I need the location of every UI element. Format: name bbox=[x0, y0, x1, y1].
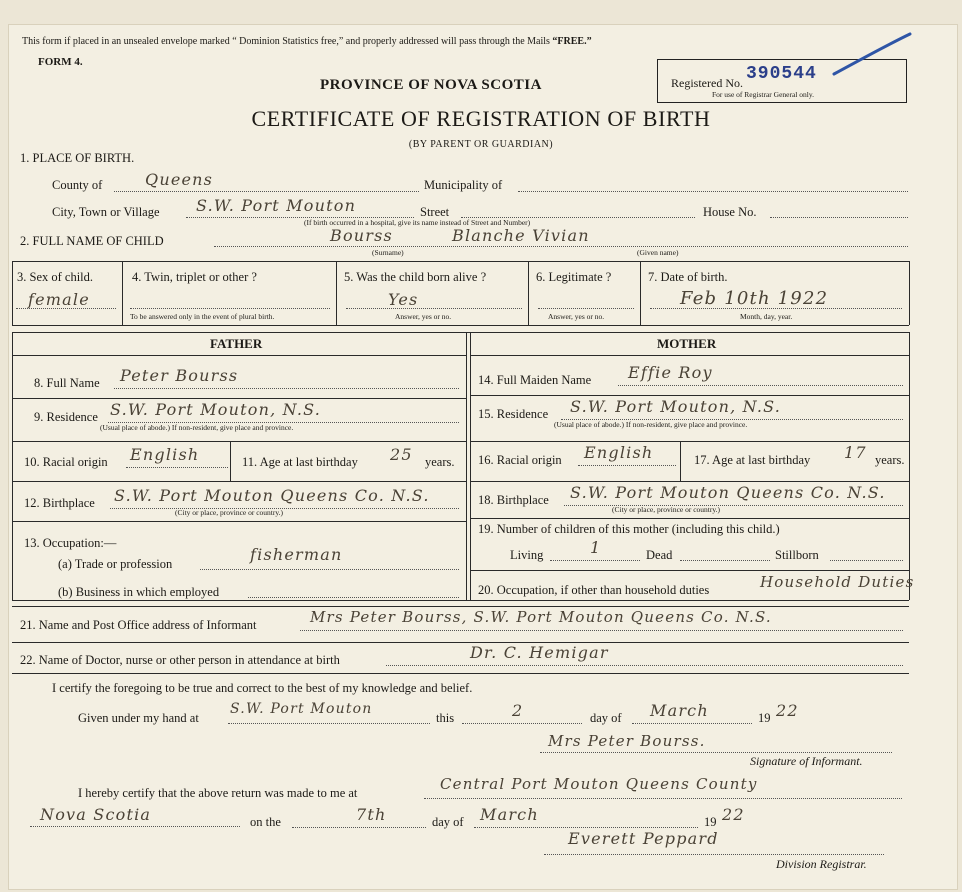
column-divider bbox=[12, 332, 13, 600]
mother-heading: MOTHER bbox=[657, 336, 717, 351]
county-line bbox=[114, 191, 419, 192]
row-divider bbox=[470, 570, 909, 571]
mother-residence-note: (Usual place of abode.) If non-resident, give place and province. bbox=[554, 420, 748, 429]
row-divider bbox=[12, 261, 909, 262]
father-residence-note: (Usual place of abode.) If non-resident, give place and province. bbox=[100, 423, 294, 432]
dead-label: Dead bbox=[646, 548, 673, 562]
father-birthplace-label: 12. Birthplace bbox=[24, 496, 95, 510]
blue-check-mark bbox=[830, 30, 914, 80]
mother-birthplace-value: S.W. Port Mouton Queens Co. N.S. bbox=[570, 483, 886, 502]
stillborn-label: Stillborn bbox=[775, 548, 819, 562]
mother-residence-value: S.W. Port Mouton, N.S. bbox=[570, 397, 782, 416]
twin-line bbox=[130, 308, 330, 309]
column-divider bbox=[909, 261, 910, 325]
father-name-line bbox=[114, 388, 459, 389]
column-divider bbox=[230, 441, 231, 481]
father-residence-value: S.W. Port Mouton, N.S. bbox=[110, 400, 322, 419]
row-divider bbox=[12, 642, 909, 643]
column-divider bbox=[470, 332, 471, 600]
mail-notice-text: This form if placed in an unsealed envelope marked “ Dominion Statistics free,” and properly addressed will pass through the Mails bbox=[22, 36, 553, 47]
informant-value: Mrs Peter Bourss, S.W. Port Mouton Queens Co. N.S. bbox=[310, 608, 772, 626]
row-divider bbox=[12, 325, 909, 326]
registrar-use-note: For use of Registrar General only. bbox=[712, 90, 814, 99]
sex-value: female bbox=[28, 290, 90, 309]
dob-value: Feb 10th 1922 bbox=[680, 288, 829, 309]
reg-month-line bbox=[474, 827, 698, 828]
father-racial-line bbox=[126, 467, 228, 468]
form-number: FORM 4. bbox=[38, 56, 83, 68]
place-of-birth-heading: 1. PLACE OF BIRTH. bbox=[20, 151, 135, 165]
province-heading: PROVINCE OF NOVA SCOTIA bbox=[320, 77, 542, 93]
father-birthplace-value: S.W. Port Mouton Queens Co. N.S. bbox=[114, 486, 430, 505]
father-name-label: 8. Full Name bbox=[34, 376, 100, 390]
mother-years-label: years. bbox=[875, 453, 905, 467]
child-given-names: Blanche Vivian bbox=[452, 226, 590, 245]
registrar-place-line bbox=[424, 798, 902, 799]
house-number-line bbox=[770, 217, 908, 218]
reg-day-line bbox=[292, 827, 426, 828]
born-alive-line bbox=[346, 308, 522, 309]
municipality-line bbox=[518, 191, 908, 192]
given-place-value: S.W. Port Mouton bbox=[230, 701, 373, 717]
street-label: Street bbox=[420, 205, 450, 219]
row-divider bbox=[470, 395, 909, 396]
year-value: 22 bbox=[776, 701, 799, 720]
municipality-label: Municipality of bbox=[424, 178, 503, 192]
row-divider bbox=[12, 398, 466, 399]
father-birthplace-note: (City or place, province or country.) bbox=[175, 508, 284, 517]
business-line bbox=[248, 597, 459, 598]
mother-maiden-value: Effie Roy bbox=[628, 363, 713, 382]
dob-label: 7. Date of birth. bbox=[648, 270, 728, 284]
mother-racial-line bbox=[578, 465, 676, 466]
column-divider bbox=[909, 332, 910, 600]
month-value: March bbox=[650, 701, 709, 720]
informant-line bbox=[300, 630, 903, 631]
given-label: Given under my hand at bbox=[78, 711, 199, 725]
section-divider bbox=[12, 600, 909, 601]
mother-residence-label: 15. Residence bbox=[478, 407, 549, 421]
column-divider bbox=[122, 261, 123, 325]
province-line bbox=[30, 826, 240, 827]
mother-racial-label: 16. Racial origin bbox=[478, 453, 562, 467]
father-racial-value: English bbox=[130, 445, 200, 464]
section-divider bbox=[12, 332, 909, 333]
born-alive-note: Answer, yes or no. bbox=[395, 312, 452, 321]
sex-line bbox=[16, 308, 116, 309]
page-subtitle: (BY PARENT OR GUARDIAN) bbox=[408, 139, 554, 150]
row-divider bbox=[12, 441, 466, 442]
mother-age-value: 17 bbox=[844, 443, 867, 462]
registered-label: Registered No. bbox=[671, 76, 743, 90]
day-line bbox=[462, 723, 582, 724]
mother-maiden-line bbox=[618, 385, 903, 386]
signature-line bbox=[540, 752, 892, 753]
children-count-label: 19. Number of children of this mother (including this child.) bbox=[478, 522, 780, 536]
this-label: this bbox=[436, 711, 455, 725]
father-age-value: 25 bbox=[390, 445, 413, 464]
column-divider bbox=[640, 261, 641, 325]
mother-birthplace-label: 18. Birthplace bbox=[478, 493, 549, 507]
stillborn-line bbox=[830, 560, 903, 561]
sex-label: 3. Sex of child. bbox=[17, 270, 94, 284]
dob-line bbox=[650, 308, 902, 309]
mother-racial-value: English bbox=[584, 443, 654, 462]
registrar-month: March bbox=[480, 805, 539, 824]
column-divider bbox=[336, 261, 337, 325]
doctor-line bbox=[386, 665, 903, 666]
registrar-day: 7th bbox=[356, 805, 387, 824]
legitimate-line bbox=[538, 308, 634, 309]
born-alive-label: 5. Was the child born alive ? bbox=[344, 270, 487, 284]
registrar-place: Central Port Mouton Queens County bbox=[440, 775, 758, 793]
row-divider bbox=[12, 481, 466, 482]
given-name-caption: (Given name) bbox=[637, 248, 679, 257]
twin-note: To be answered only in the event of plural birth. bbox=[130, 312, 275, 321]
doctor-label: 22. Name of Doctor, nurse or other person in attendance at birth bbox=[20, 653, 340, 667]
year-prefix: 19 bbox=[758, 711, 771, 725]
dead-line bbox=[680, 560, 770, 561]
mail-notice bbox=[22, 36, 592, 47]
signature-caption: Signature of Informant. bbox=[750, 754, 863, 768]
registrar-province: Nova Scotia bbox=[40, 805, 152, 824]
registrar-signature: Everett Peppard bbox=[568, 829, 719, 848]
mother-occupation-label: 20. Occupation, if other than household duties bbox=[478, 583, 710, 597]
father-name-value: Peter Bourss bbox=[120, 366, 239, 385]
row-divider bbox=[12, 521, 466, 522]
father-racial-label: 10. Racial origin bbox=[24, 455, 108, 469]
section-divider bbox=[12, 606, 909, 607]
father-birthplace-line bbox=[110, 508, 459, 509]
legitimate-label: 6. Legitimate ? bbox=[536, 270, 612, 284]
registrar-statement: I hereby certify that the above return was made to me at bbox=[78, 786, 358, 800]
on-the-label: on the bbox=[250, 815, 281, 829]
section-divider bbox=[12, 673, 909, 674]
living-line bbox=[550, 560, 640, 561]
informant-label: 21. Name and Post Office address of Informant bbox=[20, 618, 257, 632]
child-name-line bbox=[214, 246, 908, 247]
twin-label: 4. Twin, triplet or other ? bbox=[132, 270, 257, 284]
row-divider bbox=[470, 481, 909, 482]
row-divider bbox=[470, 441, 909, 442]
trade-label: (a) Trade or profession bbox=[58, 557, 173, 571]
row-divider bbox=[470, 355, 909, 356]
page-title: CERTIFICATE OF REGISTRATION OF BIRTH bbox=[251, 106, 711, 131]
registrar-year: 22 bbox=[722, 805, 745, 824]
trade-value: fisherman bbox=[250, 545, 343, 564]
registrar-caption: Division Registrar. bbox=[776, 857, 867, 871]
registrar-signature-line bbox=[544, 854, 884, 855]
trade-line bbox=[200, 569, 459, 570]
month-line bbox=[632, 723, 752, 724]
row-divider bbox=[12, 355, 466, 356]
given-place-line bbox=[228, 723, 430, 724]
father-heading: FATHER bbox=[210, 336, 263, 351]
house-number-label: House No. bbox=[703, 205, 757, 219]
city-value: S.W. Port Mouton bbox=[196, 196, 357, 215]
reg-year-prefix: 19 bbox=[704, 815, 717, 829]
mother-maiden-label: 14. Full Maiden Name bbox=[478, 373, 592, 387]
father-residence-label: 9. Residence bbox=[34, 410, 98, 424]
mother-birthplace-note: (City or place, province or country.) bbox=[612, 505, 721, 514]
mother-occupation-value: Household Duties bbox=[760, 573, 915, 591]
living-label: Living bbox=[510, 548, 544, 562]
doctor-value: Dr. C. Hemigar bbox=[470, 643, 609, 662]
city-label: City, Town or Village bbox=[52, 205, 160, 219]
day-value: 2 bbox=[512, 701, 524, 720]
column-divider bbox=[12, 261, 13, 325]
reg-day-of-label: day of bbox=[432, 815, 464, 829]
mother-age-label: 17. Age at last birthday bbox=[694, 453, 811, 467]
dob-note: Month, day, year. bbox=[740, 312, 793, 321]
father-occupation-label: 13. Occupation:— bbox=[24, 536, 117, 550]
county-value: Queens bbox=[145, 170, 214, 189]
child-surname: Bourss bbox=[330, 226, 393, 245]
day-of-label: day of bbox=[590, 711, 622, 725]
informant-signature: Mrs Peter Bourss. bbox=[548, 732, 706, 750]
mail-notice-free: “FREE.” bbox=[552, 36, 592, 47]
born-alive-value: Yes bbox=[388, 290, 419, 309]
registered-number: 390544 bbox=[746, 64, 817, 84]
living-value: 1 bbox=[590, 538, 602, 557]
column-divider bbox=[528, 261, 529, 325]
row-divider bbox=[470, 518, 909, 519]
county-label: County of bbox=[52, 178, 103, 192]
father-years-label: years. bbox=[425, 455, 455, 469]
certify-statement: I certify the foregoing to be true and correct to the best of my knowledge and belief. bbox=[52, 681, 473, 695]
father-age-label: 11. Age at last birthday bbox=[242, 455, 358, 469]
surname-caption: (Surname) bbox=[372, 248, 404, 257]
column-divider bbox=[680, 441, 681, 481]
hospital-note: (If birth occurred in a hospital, give its name instead of Street and Number) bbox=[304, 218, 531, 227]
child-name-label: 2. FULL NAME OF CHILD bbox=[20, 234, 164, 248]
business-label: (b) Business in which employed bbox=[58, 585, 220, 599]
column-divider bbox=[466, 332, 467, 600]
legitimate-note: Answer, yes or no. bbox=[548, 312, 605, 321]
